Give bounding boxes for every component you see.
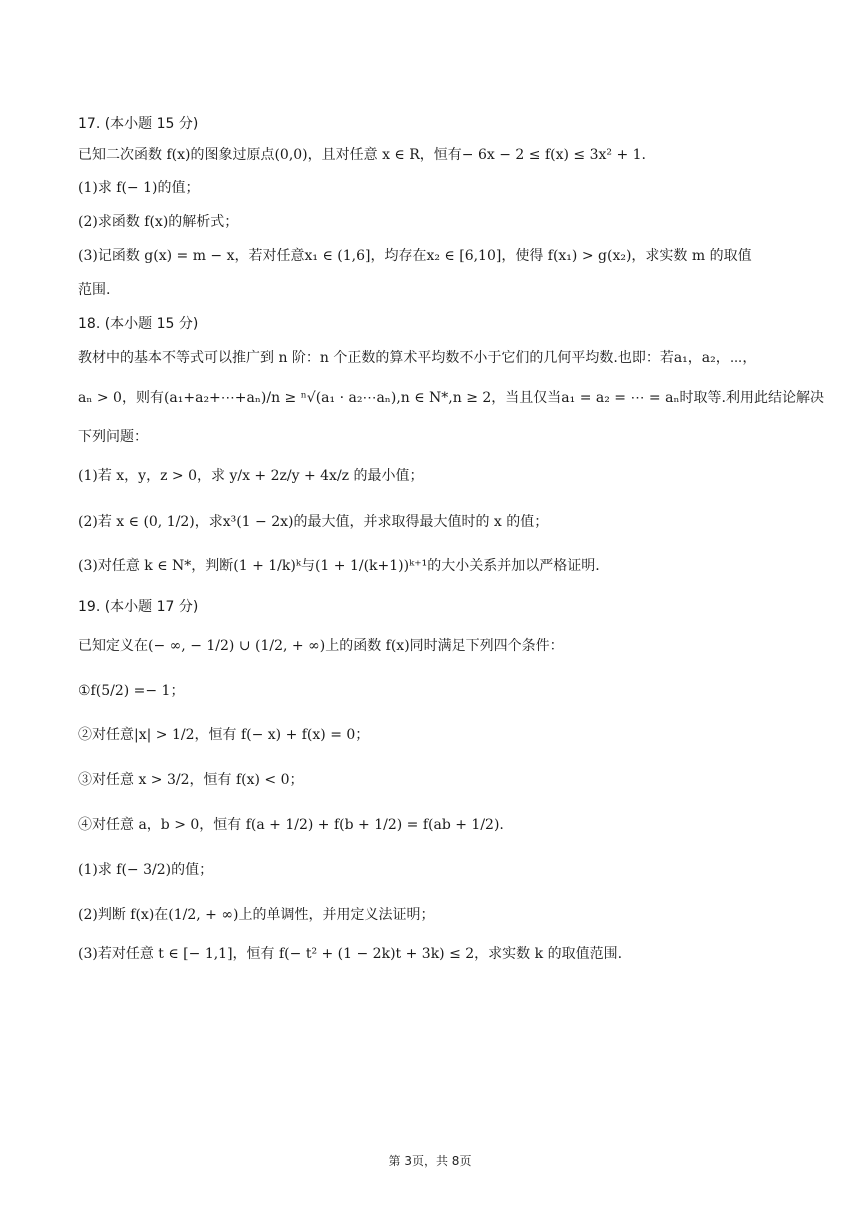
p19-line: (3)若对任意 t ∈ [− 1,1]，恒有 f(− t² + (1 − 2k)t + 3k) ≤ 2，求实数 k 的取值范围. [78, 946, 623, 962]
p19-line: (1)求 f(− 3/2)的值； [78, 862, 214, 878]
p19-heading: 19. (本小题 17 分) [78, 599, 199, 615]
p17-line: (3)记函数 g(x) = m − x，若对任意x₁ ∈ (1,6]，均存在x₂ ∈ [6,10]，使得 f(x₁) > g(x₂)，求实数 m 的取值 [78, 248, 752, 264]
p17-heading: 17. (本小题 15 分) [78, 116, 199, 132]
p19-line: 已知定义在(− ∞, − 1/2) ∪ (1/2, + ∞)上的函数 f(x)同时满足下列四个条件： [78, 638, 564, 654]
p18-line: (1)若 x，y，z > 0，求 y/x + 2z/y + 4x/z 的最小值； [78, 468, 424, 484]
p17-line: 范围. [78, 282, 111, 298]
p17-line: 已知二次函数 f(x)的图象过原点(0,0)，且对任意 x ∈ R，恒有− 6x − 2 ≤ f(x) ≤ 3x² + 1. [78, 147, 646, 163]
p19-line: ②对任意|x| > 1/2，恒有 f(− x) + f(x) = 0； [78, 727, 370, 743]
p18-line: 下列问题： [78, 429, 148, 445]
p19-line: ④对任意 a，b > 0，恒有 f(a + 1/2) + f(b + 1/2) = f(ab + 1/2). [78, 817, 504, 833]
p19-line: ①f(5/2) =− 1； [78, 683, 185, 699]
p19-line: ③对任意 x > 3/2，恒有 f(x) < 0； [78, 772, 304, 788]
page-footer: 第 3页，共 8页 [388, 1154, 472, 1168]
p18-line: (2)若 x ∈ (0, 1/2)，求x³(1 − 2x)的最大值，并求取得最大值时的 x 的值； [78, 514, 549, 530]
p18-line: 教材中的基本不等式可以推广到 n 阶：n 个正数的算术平均数不小于它们的几何平均数.也即：若a₁，a₂，⋯， [78, 350, 757, 366]
p18-line: aₙ > 0，则有(a₁+a₂+⋯+aₙ)/n ≥ ⁿ√(a₁ · a₂⋯aₙ),n ∈ N*,n ≥ 2，当且仅当a₁ = a₂ = ⋯ = aₙ时取等.利用此结论解决 [78, 390, 824, 406]
p17-line: (1)求 f(− 1)的值； [78, 180, 200, 196]
p17-line: (2)求函数 f(x)的解析式； [78, 214, 239, 230]
p19-line: (2)判断 f(x)在(1/2, + ∞)上的单调性，并用定义法证明； [78, 907, 435, 923]
p18-heading: 18. (本小题 15 分) [78, 316, 199, 332]
p18-line: (3)对任意 k ∈ N*，判断(1 + 1/k)ᵏ与(1 + 1/(k+1))ᵏ⁺¹的大小关系并加以严格证明. [78, 558, 600, 574]
